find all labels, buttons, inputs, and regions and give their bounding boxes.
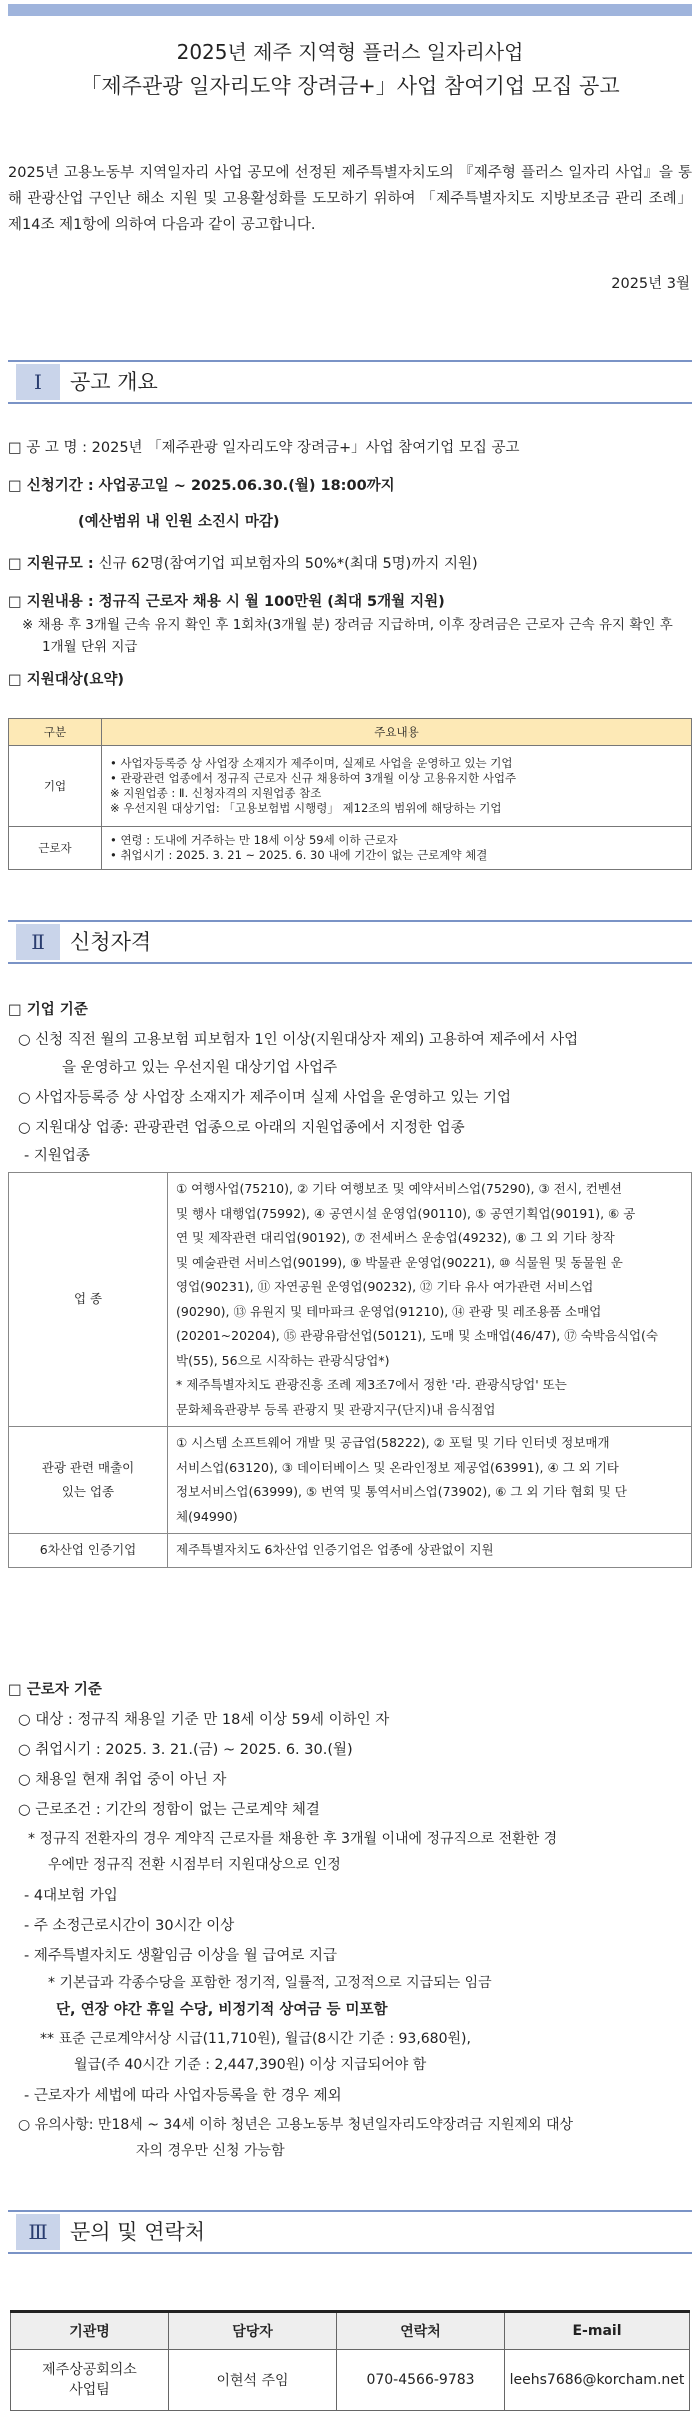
org-line: 제주상공회의소	[42, 2362, 137, 2378]
row-label-tourism-sales	[9, 1427, 168, 1534]
section-number: Ⅱ	[16, 924, 60, 960]
section-header-contact	[8, 2210, 692, 2254]
content-note: ※ 채용 후 3개월 근속 유지 확인 후 1회차(3개월 분) 장려금 지급하며, 이후 장려금은 근로자 근속 유지 확인 후 1개월 단위 지급	[22, 617, 673, 655]
section-title: 공고 개요	[70, 370, 158, 394]
list-item: ※ 우선지원 대상기업: 「고용보험법 시행령」 제12조의 범위에 해당하는 기업	[110, 801, 502, 815]
row-label-company: 기업	[9, 746, 102, 827]
corp-criteria-item: ○ 지원대상 업종: 관광관련 업종으로 아래의 지원업종에서 지정한 업종	[18, 1120, 465, 1136]
worker-criteria-item: ○ 취업시기 : 2025. 3. 21.(금) ~ 2025. 6. 30.(월)	[18, 1742, 353, 1758]
worker-criteria-item: ** 표준 근로계약서상 시급(11,710원), 월급(8시간 기준 : 93,680원),	[40, 2031, 471, 2047]
corp-criteria-item: ○ 신청 직전 월의 고용보험 피보험자 1인 이상(지원대상자 제외) 고용하여 제주에서 사업	[18, 1032, 579, 1048]
content-label: □ 지원내용 :	[8, 594, 99, 610]
section-header-overview	[8, 360, 692, 404]
list-item: ① 시스템 소프트웨어 개발 및 공급업(58222), ② 포털 및 기타 인터넷 정보매개	[176, 1435, 610, 1450]
table-header-email: E-mail	[505, 2312, 690, 2350]
corp-criteria-item: - 지원업종	[24, 1148, 90, 1164]
list-item: 및 예술관련 서비스업(90199), ⑨ 박물관 운영업(90221), ⑩ 식물원 및 동물원 운	[176, 1254, 623, 1270]
section-title: 문의 및 연락처	[70, 2220, 206, 2244]
announcement-name: □ 공 고 명 : 2025년 「제주관광 일자리도약 장려금+」사업 참여기업 모집 공고	[8, 440, 520, 456]
worker-criteria-item: 월급(주 40시간 기준 : 2,447,390원) 이상 지급되어야 함	[74, 2057, 427, 2073]
org-name	[11, 2350, 169, 2411]
page-title-line2: 「제주관광 일자리도약 장려금+」사업 참여기업 모집 공고	[80, 74, 620, 98]
worker-criteria-item: ○ 유의사항: 만18세 ~ 34세 이하 청년은 고용노동부 청년일자리도약장려금 지원제외 대상	[18, 2117, 574, 2133]
row-label-sixth-industry: 6차산업 인증기업	[9, 1534, 168, 1568]
worker-criteria-item: 자의 경우만 신청 가능함	[136, 2143, 285, 2159]
worker-criteria-item: 단, 연장 야간 휴일 수당, 비정기적 상여금 등 미포함	[56, 2002, 388, 2018]
row-label-industry: 업 종	[9, 1173, 168, 1427]
list-item: ① 여행사업(75210), ② 기타 여행보조 및 예약서비스업(75290), ③ 전시, 컨벤션	[176, 1181, 622, 1196]
application-period	[8, 474, 395, 495]
label-line: 있는 업종	[61, 1484, 115, 1499]
contact-person: 이현석 주임	[169, 2350, 337, 2411]
page-title-line1: 2025년 제주 지역형 플러스 일자리사업	[176, 40, 524, 64]
worker-criteria-item: ○ 채용일 현재 취업 중이 아닌 자	[18, 1772, 227, 1788]
period-note: (예산범위 내 인원 소진시 마감)	[78, 514, 280, 530]
worker-criteria-item: - 주 소정근로시간이 30시간 이상	[24, 1918, 235, 1934]
list-item: 정보서비스업(63999), ⑤ 번역 및 통역서비스업(73902), ⑥ 그 외 기타 협회 및 단	[176, 1484, 627, 1499]
table-header-person: 담당자	[169, 2312, 337, 2350]
worker-criteria-item: ○ 대상 : 정규직 채용일 기준 만 18세 이상 59세 이하인 자	[18, 1712, 390, 1728]
section-number: Ⅲ	[16, 2214, 60, 2250]
table-row	[9, 1534, 692, 1568]
intro-paragraph: 2025년 고용노동부 지역일자리 사업 공모에 선정된 제주특별자치도의 『제주형 플러스 일자리 사업』을 통해 관광산업 구인난 해소 지원 및 고용활성화를 도모하기 위하여 「제주특별자치도 지방보조금 관리 조례」 제14조 제1항에 의하여 다음과 같이 공고합니다.	[8, 165, 692, 233]
table-header-content: 주요내용	[102, 719, 692, 746]
list-item: 영업(90231), ⑪ 자연공원 운영업(90232), ⑫ 기타 유사 여가관련 서비스업	[176, 1279, 594, 1294]
scale-value: 신규 62명(참여기업 피보험자의 50%*(최대 5명)까지 지원)	[98, 556, 478, 572]
target-summary-table	[8, 718, 692, 870]
list-item: 체(94990)	[176, 1508, 238, 1524]
support-content	[8, 590, 445, 611]
announcement-date: 2025년 3월	[611, 276, 690, 292]
row-label-worker: 근로자	[9, 827, 102, 870]
top-accent-bar	[8, 4, 692, 16]
sixth-industry-text: 제주특별자치도 6차산업 인증기업은 업종에 상관없이 지원	[168, 1534, 692, 1568]
list-item: 박(55), 56으로 시작하는 관광식당업*)	[176, 1352, 390, 1368]
contact-phone[interactable]: 070-4566-9783	[337, 2350, 505, 2411]
table-row	[11, 2350, 690, 2411]
worker-criteria-item: - 제주특별자치도 생활임금 이상을 월 급여로 지급	[24, 1948, 338, 1964]
contact-table	[10, 2310, 690, 2411]
list-item: (20201~20204), ⑮ 관광유람선업(50121), 도매 및 소매업(46/47), ⑰ 숙박음식업(숙	[176, 1328, 659, 1343]
list-item: 및 행사 대행업(75992), ④ 공연시설 운영업(90110), ⑤ 공연기획업(90191), ⑥ 공	[176, 1205, 636, 1221]
scale-label: □ 지원규모 :	[8, 556, 99, 572]
list-item: • 취업시기 : 2025. 3. 21 ~ 2025. 6. 30 내에 기간이 없는 근로계약 체결	[110, 848, 488, 862]
corp-criteria-item: ○ 사업자등록증 상 사업장 소재지가 제주이며 실제 사업을 운영하고 있는 기업	[18, 1090, 511, 1106]
support-scale	[8, 552, 478, 573]
content-value: 정규직 근로자 채용 시 월 100만원 (최대 5개월 지원)	[98, 594, 445, 610]
label-line: 관광 관련 매출이	[41, 1459, 135, 1475]
period-label: □ 신청기간 :	[8, 478, 99, 494]
period-value: 사업공고일 ~ 2025.06.30.(월) 18:00까지	[98, 478, 395, 494]
list-item: 문화체육관광부 등록 관광지 및 관광지구(단지)내 음식점업	[176, 1401, 496, 1417]
worker-criteria-item: - 근로자가 세법에 따라 사업자등록을 한 경우 제외	[24, 2088, 342, 2104]
list-item: 서비스업(63120), ③ 데이터베이스 및 온라인정보 제공업(63991), ④ 그 외 기타	[176, 1459, 619, 1475]
table-header-org: 기관명	[11, 2312, 169, 2350]
table-row	[9, 1173, 692, 1427]
worker-criteria-item: - 4대보험 가입	[24, 1888, 118, 1904]
section-header-eligibility	[8, 920, 692, 964]
table-row	[9, 746, 692, 827]
corp-criteria-heading: □ 기업 기준	[8, 1002, 88, 1018]
worker-criteria-heading: □ 근로자 기준	[8, 1682, 102, 1698]
list-item: • 사업자등록증 상 사업장 소재지가 제주이며, 실제로 사업을 운영하고 있는 기업	[110, 756, 513, 770]
worker-criteria-item: ○ 근로조건 : 기간의 정함이 없는 근로계약 체결	[18, 1802, 320, 1818]
industry-table	[8, 1172, 692, 1568]
target-summary-heading: □ 지원대상(요약)	[8, 672, 125, 688]
list-item: (90290), ⑬ 유원지 및 테마파크 운영업(91210), ⑭ 관광 및 레조용품 소매업	[176, 1303, 602, 1319]
org-line: 사업팀	[69, 2382, 110, 2398]
worker-criteria-item: * 기본급과 각종수당을 포함한 정기적, 일률적, 고정적으로 지급되는 임금	[48, 1975, 492, 1991]
list-item: • 연령 : 도내에 거주하는 만 18세 이상 59세 이하 근로자	[110, 833, 398, 847]
worker-criteria-item: * 정규직 전환자의 경우 계약직 근로자를 채용한 후 3개월 이내에 정규직으로 전환한 경	[28, 1831, 558, 1847]
list-item: * 제주특별자치도 관광진흥 조례 제3조7에서 정한 '라. 관광식당업' 또는	[176, 1377, 567, 1392]
list-item: 연 및 제작관련 대리업(90192), ⑦ 전세버스 운송업(49232), ⑧ 그 외 기타 창작	[176, 1230, 615, 1245]
table-row	[9, 827, 692, 870]
table-header-category: 구분	[9, 719, 102, 746]
section-number: Ⅰ	[16, 364, 60, 400]
table-header-phone: 연락처	[337, 2312, 505, 2350]
worker-criteria-item: 우에만 정규직 전환 시점부터 지원대상으로 인정	[48, 1857, 341, 1873]
corp-criteria-item: 을 운영하고 있는 우선지원 대상기업 사업주	[62, 1060, 338, 1076]
contact-email[interactable]: leehs7686@korcham.net	[505, 2350, 690, 2411]
list-item: ※ 지원업종 : Ⅱ. 신청자격의 지원업종 참조	[110, 786, 322, 800]
list-item: • 관광관련 업종에서 정규직 근로자 신규 채용하여 3개월 이상 고용유지한 사업주	[110, 771, 517, 785]
section-title: 신청자격	[70, 930, 152, 954]
table-row	[9, 1427, 692, 1534]
